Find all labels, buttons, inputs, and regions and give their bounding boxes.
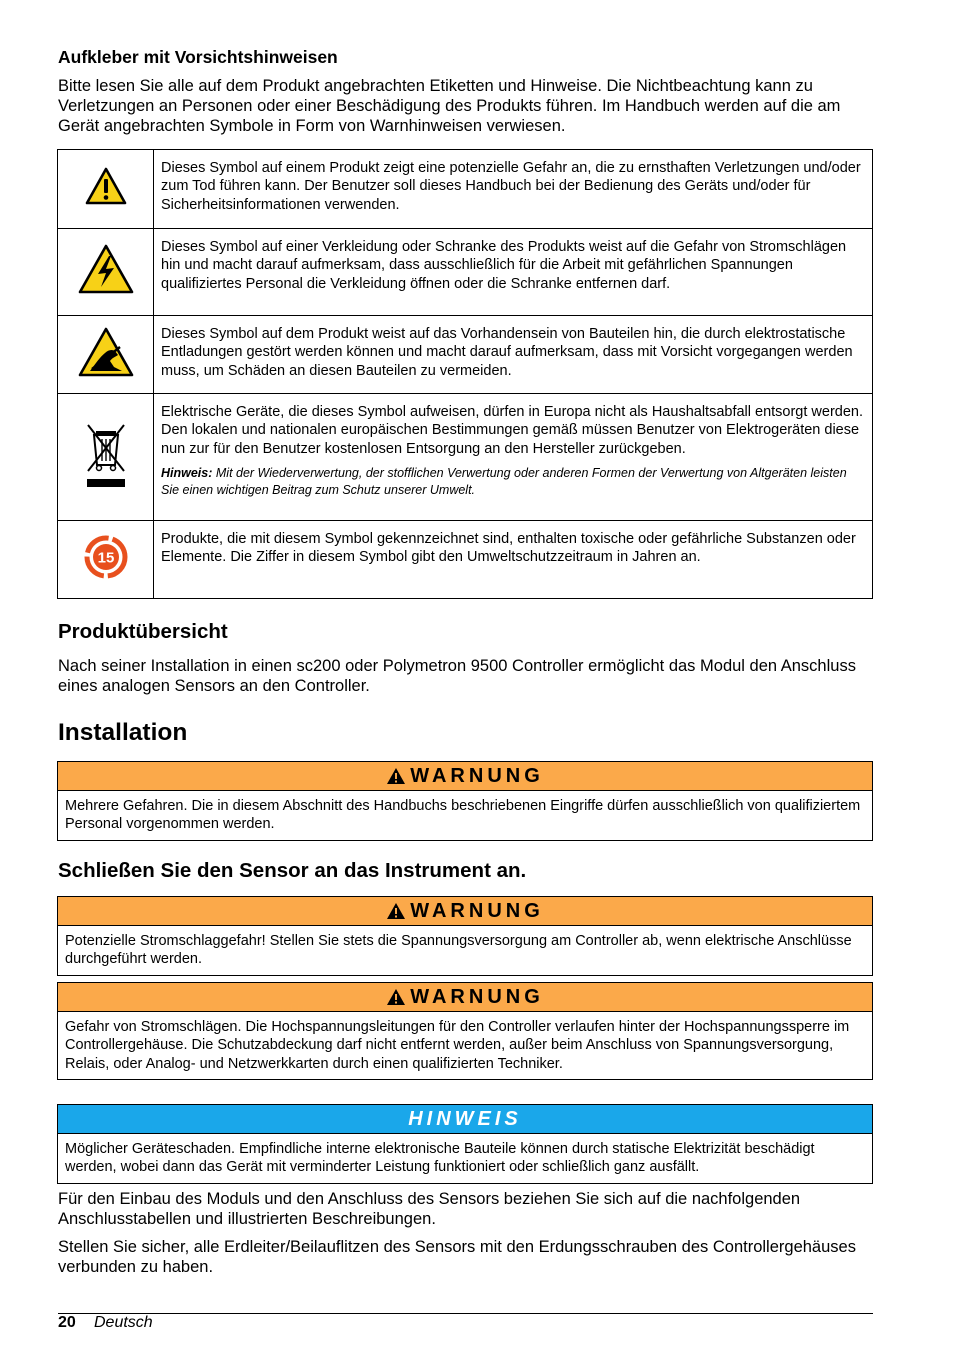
connect-heading: Schließen Sie den Sensor an das Instrument an. (58, 859, 527, 882)
intro-text: Bitte lesen Sie alle auf dem Produkt angebrachten Etiketten und Hinweise. Die Nichtbeachtung kann zu Verletzungen an Personen oder einer Beschädigung des Produkts führen. Im Handbuch werden auf die am Gerät angebrachten Symbole in Form von Warnhinweisen verwiesen. (58, 77, 841, 135)
weee-bin-icon (82, 419, 130, 489)
warning-text: Potenzielle Stromschlaggefahr! Stellen Sie stets die Spannungsversorgung am Controller ab, wenn elektrische Anschlüsse durchgeführt werden. (65, 933, 852, 968)
symbol-table (57, 149, 873, 599)
warning-label: WARNUNG (410, 900, 544, 922)
paragraph: Stellen Sie sicher, alle Erdleiter/Beilauflitzen des Sensors mit den Erdungsschrauben des Controllergehäuses verbunden zu haben. (58, 1238, 856, 1276)
epup-number: 15 (97, 549, 114, 567)
warning-icon (386, 767, 406, 785)
product-heading: Produktübersicht (58, 620, 228, 643)
notice-box (57, 1104, 873, 1184)
warning-text: Gefahr von Stromschlägen. Die Hochspannungsleitungen für den Controller verlaufen hinter der Hochspannungssperre im Controllergehäuse. Die Schutzabdeckung darf nicht entfernt werden, außer beim Anschluss von Spannungsversorgung, Relais, oder Analog- und Netzwerkkarten durch einen qualifizierten Techniker. (65, 1019, 850, 1072)
weee-note (161, 465, 864, 498)
warning-box (57, 761, 873, 841)
warning-box (57, 982, 873, 1080)
symbol-description: Elektrische Geräte, die dieses Symbol aufweisen, dürfen in Europa nicht als Haushaltsabfall entsorgt werden. Den lokalen und nationalen europäischen Bestimmungen gemäß müssen Benutzer von Elektrogeräten diese nun zur für den Benutzer kostenlosen Entsorgung an den Hersteller zurückgeben. (161, 404, 864, 457)
electric-shock-icon (78, 244, 134, 294)
note-label: Hinweis: (161, 466, 213, 481)
paragraph: Für den Einbau des Moduls und den Anschluss des Sensors beziehen Sie sich auf die nachfolgenden Anschlusstabellen und illustrierten Beschreibungen. (58, 1190, 801, 1228)
warning-triangle-icon (85, 167, 127, 205)
table-row (58, 229, 873, 316)
symbol-description: Dieses Symbol auf dem Produkt weist auf das Vorhandensein von Bauteilen hin, die durch elektrostatische Entladungen gestört werden können und macht darauf aufmerksam, dass mit Vorsicht vorgegangen werden muss, um Schäden an diesen Bauteilen zu vermeiden. (154, 316, 873, 394)
page-footer (58, 1313, 873, 1331)
symbol-description: Dieses Symbol auf einem Produkt zeigt eine potenzielle Gefahr an, die zu ernsthaften Verletzungen und/oder zum Tod führen kann. Der Benutzer soll dieses Handbuch bei der Bedienung des Geräts und/oder für Sicherheitsinformationen verwenden. (154, 150, 873, 229)
product-text: Nach seiner Installation in einen sc200 oder Polymetron 9500 Controller ermöglicht das Modul den Anschluss eines analogen Sensors an den Controller. (58, 657, 856, 695)
warning-label: WARNUNG (410, 986, 544, 1008)
warning-icon (386, 988, 406, 1006)
table-row (58, 150, 873, 229)
notice-text: Möglicher Geräteschaden. Empfindliche interne elektronische Bauteile können durch statische Elektrizität beschädigt werden, wobei dann das Gerät mit verminderter Leistung funktioniert oder schließlich ganz ausfällt. (65, 1141, 815, 1176)
section-heading: Aufkleber mit Vorsichtshinweisen (58, 47, 338, 67)
warning-box (57, 896, 873, 976)
esd-icon (78, 327, 134, 377)
note-text: Mit der Wiederverwertung, der stofflichen Verwertung oder anderen Formen der Verwertung von Altgeräten leisten Sie einen wichtigen Beitrag zum Schutz unserer Umwelt. (161, 466, 847, 497)
table-row (58, 521, 873, 599)
symbol-description: Produkte, die mit diesem Symbol gekennzeichnet sind, enthalten toxische oder gefährliche Substanzen oder Elemente. Die Ziffer in diesem Symbol gibt den Umweltschutzzeitraum in Jahren an. (154, 521, 873, 599)
page-number: 20 (58, 1314, 76, 1331)
warning-label: WARNUNG (410, 765, 544, 787)
warning-icon (386, 902, 406, 920)
table-row (58, 316, 873, 394)
epup-15-icon (83, 534, 129, 580)
warning-text: Mehrere Gefahren. Die in diesem Abschnitt des Handbuchs beschriebenen Eingriffe dürfen ausschließlich von qualifiziertem Personal vorgenommen werden. (65, 798, 861, 833)
footer-language: Deutsch (94, 1314, 153, 1331)
installation-heading: Installation (58, 719, 188, 746)
table-row (58, 394, 873, 521)
symbol-description: Dieses Symbol auf einer Verkleidung oder Schranke des Produkts weist auf die Gefahr von Stromschlägen hin und macht darauf aufmerksam, dass ausschließlich für die Arbeit mit gefährlichen Spannungen qualifiziertes Personal die Verkleidung öffnen oder die Schranke entfernen darf. (154, 229, 873, 316)
notice-label: HINWEIS (58, 1105, 872, 1134)
